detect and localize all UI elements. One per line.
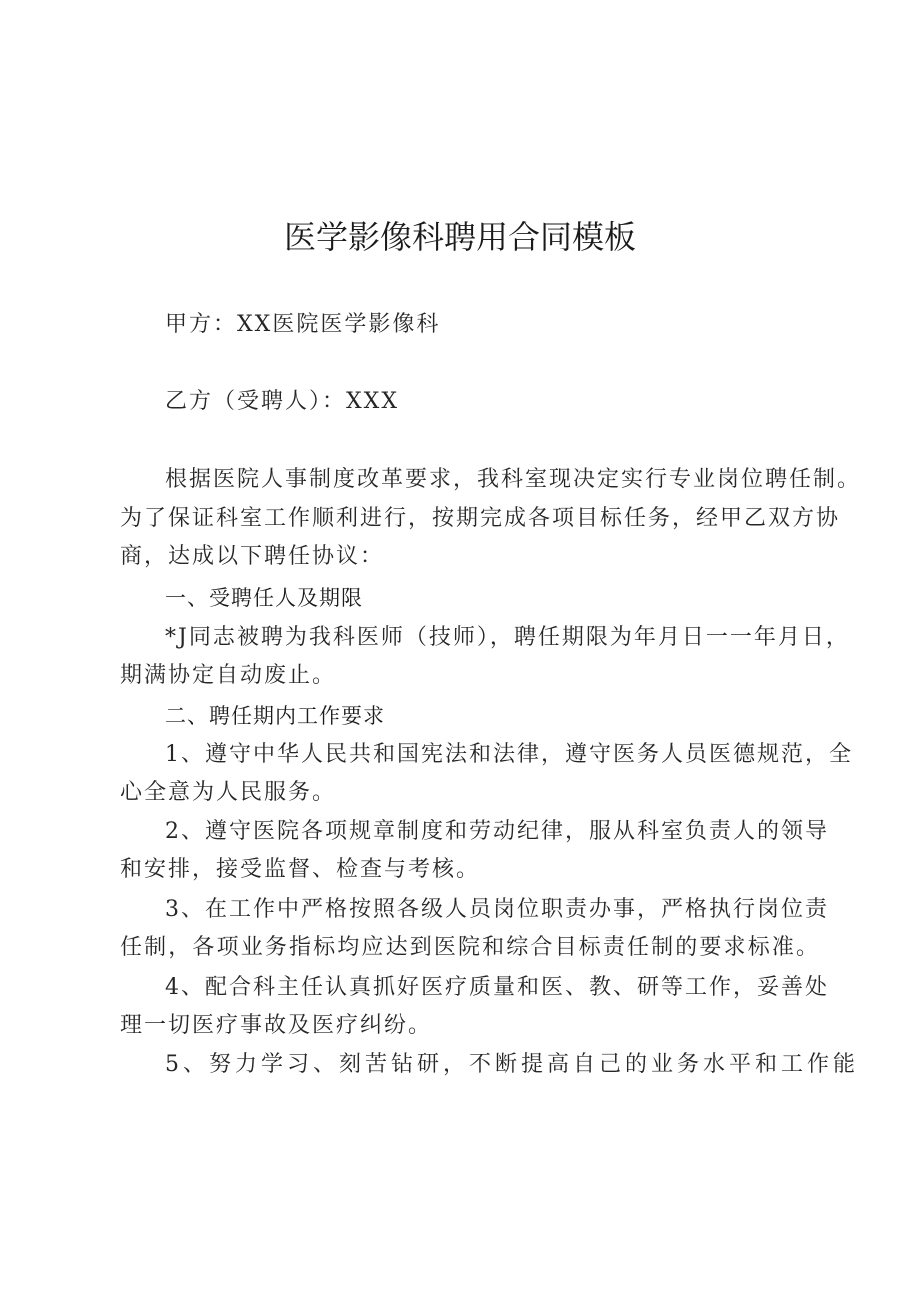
item-4-line-1: 4、配合科主任认真抓好医疗质量和医、教、研等工作，妥善处	[165, 975, 829, 1000]
intro-line-3: 商，达成以下聘任协议：	[120, 544, 385, 569]
item-3-line-2: 任制，各项业务指标均应达到医院和综合目标责任制的要求标准。	[120, 935, 820, 960]
intro-line-2: 为了保证科室工作顺利进行，按期完成各项目标任务，经甲乙双方协	[120, 506, 841, 531]
section-1-line-1: *J同志被聘为我科医师（技师），聘任期限为年月日一一年月日，	[165, 625, 850, 650]
item-1-line-2: 心全意为人民服务。	[120, 780, 337, 805]
item-2-line-1: 2、遵守医院各项规章制度和劳动纪律，服从科室负责人的领导	[165, 819, 829, 844]
section-1-heading: 一、受聘任人及期限	[165, 586, 363, 610]
intro-line-1: 根据医院人事制度改革要求，我科室现决定实行专业岗位聘任制。	[165, 467, 862, 492]
item-4-line-2: 理一切医疗事故及医疗纠纷。	[120, 1013, 433, 1038]
party-b: 乙方（受聘人）：XXX	[165, 389, 399, 414]
section-2-heading: 二、聘任期内工作要求	[165, 704, 385, 728]
document-title: 医学影像科聘用合同模板	[283, 218, 636, 256]
party-a: 甲方：XX医院医学影像科	[165, 312, 441, 337]
item-1-line-1: 1、遵守中华人民共和国宪法和法律，遵守医务人员医德规范，全	[165, 742, 853, 767]
item-5-line-1: 5、努力学习、刻苦钻研，不断提高自己的业务水平和工作能	[165, 1052, 859, 1077]
section-1-line-2: 期满协定自动废止。	[120, 663, 337, 688]
item-2-line-2: 和安排，接受监督、检查与考核。	[120, 857, 481, 882]
item-3-line-1: 3、在工作中严格按照各级人员岗位职责办事，严格执行岗位责	[165, 897, 829, 922]
